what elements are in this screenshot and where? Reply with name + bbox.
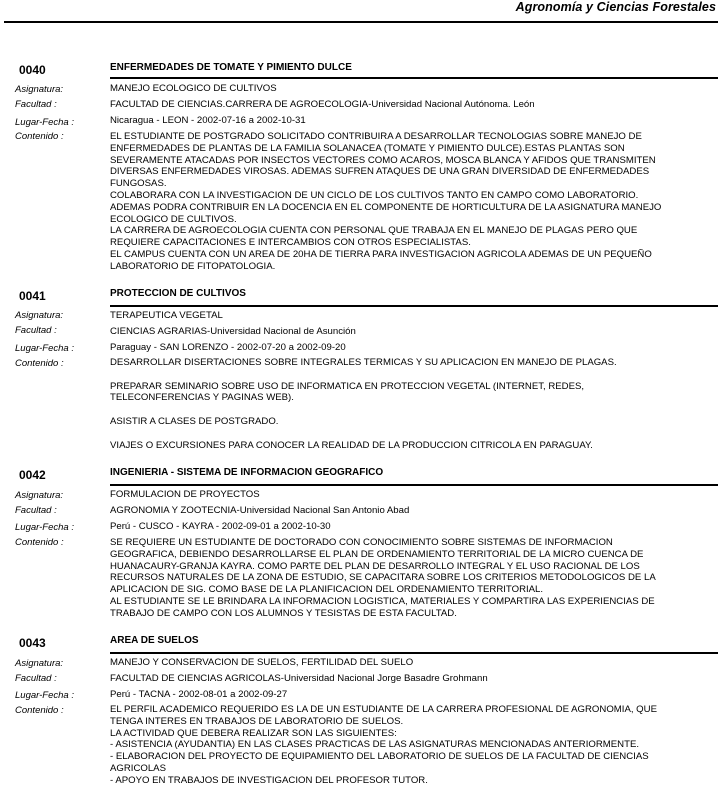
facultad-value: FACULTAD DE CIENCIAS.CARRERA DE AGROECOLOGIA-Universidad Nacional Autónoma. León: [110, 99, 535, 110]
lugar-fecha-label: Lugar-Fecha :: [15, 343, 74, 354]
contenido-label: Contenido :: [15, 131, 64, 142]
record-number: 0043: [19, 636, 46, 650]
page-header: [0, 0, 721, 24]
asignatura-label: Asignatura:: [15, 490, 64, 501]
facultad-label: Facultad :: [15, 99, 57, 110]
lugar-fecha-value: Perú - TACNA - 2002-08-01 a 2002-09-27: [110, 689, 288, 700]
lugar-fecha-label: Lugar-Fecha :: [15, 690, 74, 701]
asignatura-label: Asignatura:: [15, 310, 64, 321]
contenido-label: Contenido :: [15, 358, 64, 369]
contenido-value: EL ESTUDIANTE DE POSTGRADO SOLICITADO CONTRIBUIRA A DESARROLLAR TECNOLOGIAS SOBRE MANEJO DE ENFERMEDADES DE PLANTAS DE LA FAMILIA SOLANACEA (TOMATE Y PIMIENTO DULCE).ESTAS PLANTAS SON SEVERAMENTE ATACADAS POR INSECTOS VECTORES COMO ACAROS, MOSCA BLANCA Y AFIDOS QUE TRANSMITEN DIVERSAS ENFERMEDADES VIROSAS. ADEMAS SUFREN ATAQUES DE UNA GRAN DIVERSIDAD DE ENFERMEDADES FUNGOSAS. COLABORARA CON LA INVESTIGACION DE UN CICLO DE LOS CULTIVOS TANTO EN CAMPO COMO LABORATORIO. ADEMAS PODRA CONTRIBUIR EN LA DOCENCIA EN EL COMPONENTE DE HORTICULTURA DE LA ASIGNATURA MANEJO ECOLOGICO DE CULTIVOS. LA CARRERA DE AGROECOLOGIA CUENTA CON PERSONAL QUE TRABAJA EN EL MANEJO DE PLAGAS PERO QUE REQUIERE CAPACITACIONES E INTERCAMBIOS CON OTROS ESPECIALISTAS. EL CAMPUS CUENTA CON UN AREA DE 20HA DE TIERRA PARA INVESTIGACION AGRICOLA ADEMAS DE UN PEQUEÑO LABORATORIO DE FITOPATOLOGIA.: [110, 131, 662, 272]
lugar-fecha-label: Lugar-Fecha :: [15, 522, 74, 533]
contenido-value: DESARROLLAR DISERTACIONES SOBRE INTEGRALES TERMICAS Y SU APLICACION EN MANEJO DE PLAGAS. PREPARAR SEMINARIO SOBRE USO DE INFORMATICA EN PROTECCION VEGETAL (INTERNET, REDES, TELECONFERENCIAS Y PAGINAS WEB). ASISTIR A CLASES DE POSTGRADO. VIAJES O EXCURSIONES PARA CONOCER LA REALIDAD DE LA PRODUCCION CITRICOLA EN PARAGUAY.: [110, 357, 617, 451]
asignatura-value: FORMULACION DE PROYECTOS: [110, 489, 260, 500]
asignatura-label: Asignatura:: [15, 84, 64, 95]
record-title: AREA DE SUELOS: [110, 635, 199, 646]
header-divider: [4, 21, 718, 23]
contenido-label: Contenido :: [15, 705, 64, 716]
facultad-label: Facultad :: [15, 673, 57, 684]
record-number: 0042: [19, 468, 46, 482]
record-title: PROTECCION DE CULTIVOS: [110, 288, 246, 299]
lugar-fecha-value: Nicaragua - LEON - 2002-07-16 a 2002-10-31: [110, 115, 306, 126]
lugar-fecha-value: Perú - CUSCO - KAYRA - 2002-09-01 a 2002-10-30: [110, 521, 331, 532]
record-divider: [110, 305, 718, 307]
record-number: 0041: [19, 289, 46, 303]
record-title: ENFERMEDADES DE TOMATE Y PIMIENTO DULCE: [110, 62, 352, 73]
asignatura-value: MANEJO Y CONSERVACION DE SUELOS, FERTILIDAD DEL SUELO: [110, 657, 414, 668]
contenido-value: SE REQUIERE UN ESTUDIANTE DE DOCTORADO CON CONOCIMIENTO SOBRE SISTEMAS DE INFORMACION GEOGRAFICA, DEBIENDO DESARROLLARSE EL PLAN DE ORDENAMIENTO TERRITORIAL DE LA MICRO CUENCA DE HUANACAURY-GRANJA KAYRA. COMO PARTE DEL PLAN DE DESARROLLO INTEGRAL Y EL USO RACIONAL DE LOS RECURSOS NATURALES DE LA ZONA DE ESTUDIO, SE CAPACITARA SOBRE LOS CRITERIOS METODOLOGICOS DE LA APLICACION DE SIG. COMO BASE DE LA PLANIFICACION DEL ORDENAMIENTO TERRITORIAL. AL ESTUDIANTE SE LE BRINDARA LA INFORMACION LOGISTICA, MATERIALES Y COMPARTIRA LAS EXPERIENCIAS DE TRABAJO DE CAMPO CON LOS ALUMNOS Y TESISTAS DE ESTA FACULTAD.: [110, 537, 656, 619]
record-number: 0040: [19, 63, 46, 77]
record-divider: [110, 77, 718, 79]
facultad-label: Facultad :: [15, 505, 57, 516]
section-title: Agronomía y Ciencias Forestales: [515, 0, 716, 14]
lugar-fecha-label: Lugar-Fecha :: [15, 117, 74, 128]
lugar-fecha-value: Paraguay - SAN LORENZO - 2002-07-20 a 2002-09-20: [110, 342, 346, 353]
asignatura-label: Asignatura:: [15, 658, 64, 669]
contenido-label: Contenido :: [15, 537, 64, 548]
facultad-value: FACULTAD DE CIENCIAS AGRICOLAS-Universidad Nacional Jorge Basadre Grohmann: [110, 673, 488, 684]
record-divider: [110, 652, 718, 654]
facultad-value: AGRONOMIA Y ZOOTECNIA-Universidad Nacional San Antonio Abad: [110, 505, 410, 516]
facultad-value: CIENCIAS AGRARIAS-Universidad Nacional de Asunción: [110, 326, 356, 337]
record-title: INGENIERIA - SISTEMA DE INFORMACION GEOGRAFICO: [110, 467, 384, 478]
contenido-value: EL PERFIL ACADEMICO REQUERIDO ES LA DE UN ESTUDIANTE DE LA CARRERA PROFESIONAL DE AGRONOMIA, QUE TENGA INTERES EN TRABAJOS DE LABORATORIO DE SUELOS. LA ACTIVIDAD QUE DEBERA REALIZAR SON LAS SIGUIENTES: - ASISTENCIA (AYUDANTIA) EN LAS CLASES PRACTICAS DE LAS ASIGNATURAS MENCIONADAS ANTERIORMENTE. - ELABORACION DEL PROYECTO DE EQUIPAMIENTO DEL LABORATORIO DE SUELOS DE LA FACULTAD DE CIENCIAS AGRICOLAS - APOYO EN TRABAJOS DE INVESTIGACION DEL PROFESOR TUTOR.: [110, 704, 657, 786]
asignatura-value: MANEJO ECOLOGICO DE CULTIVOS: [110, 83, 277, 94]
asignatura-value: TERAPEUTICA VEGETAL: [110, 310, 223, 321]
record-divider: [110, 484, 718, 486]
facultad-label: Facultad :: [15, 325, 57, 336]
